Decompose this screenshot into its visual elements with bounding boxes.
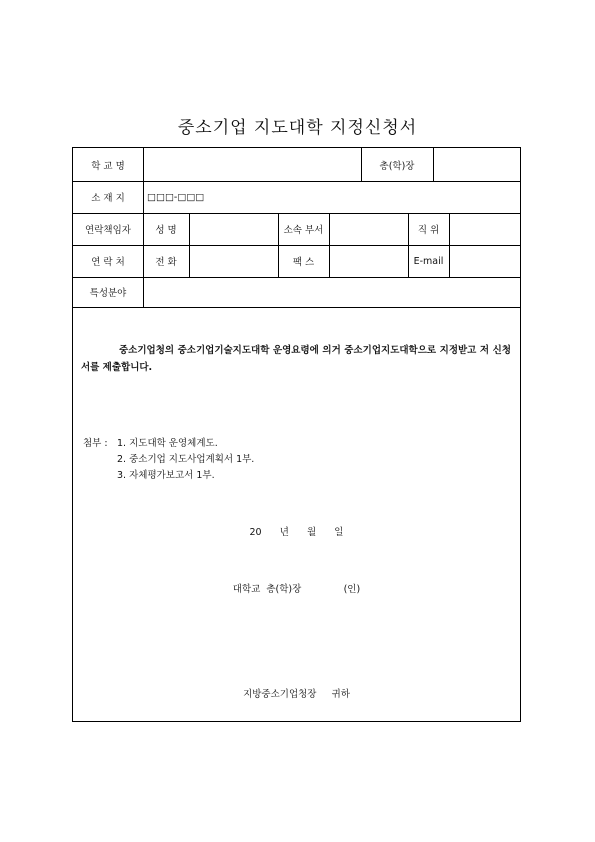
row-divider	[73, 307, 520, 308]
department-label: 소속 부서	[283, 225, 324, 236]
specialty-label: 특성분야	[89, 288, 127, 299]
postal-code-field[interactable]: □□□-□□□	[147, 191, 205, 203]
department-field[interactable]	[329, 213, 408, 245]
attachment-item: 2. 중소기업 지도사업계획서 1부.	[117, 454, 255, 465]
attachment-item: 1. 지도대학 운영체계도.	[117, 438, 218, 449]
fax-label: 팩 스	[292, 257, 315, 268]
email-field[interactable]	[449, 245, 520, 277]
president-label: 총(학)장	[379, 160, 415, 172]
school-name-label: 학 교 명	[91, 160, 125, 172]
email-label: E-mail	[413, 255, 444, 267]
attachments-prefix: 첨부 :	[83, 438, 108, 449]
fax-field[interactable]	[329, 245, 408, 277]
name-field[interactable]	[189, 213, 278, 245]
application-form	[72, 147, 521, 722]
president-field[interactable]	[433, 148, 520, 181]
signature-line: 대학교 총(학)장 (인)	[232, 584, 361, 595]
position-field[interactable]	[449, 213, 520, 245]
attachment-item: 3. 자체평가보고서 1부.	[117, 470, 215, 481]
contact-person-label: 연락책임자	[85, 225, 131, 236]
phone-field[interactable]	[189, 245, 278, 277]
recipient-line: 지방중소기업청장 귀하	[243, 689, 350, 700]
application-statement: 중소기업청의 중소기업기술지도대학 운영요령에 의거 중소기업지도대학으로 지정받고 저 신청서를 제출합니다.	[81, 345, 511, 373]
phone-label: 전 화	[155, 257, 177, 268]
specialty-field[interactable]	[143, 277, 520, 307]
location-label: 소 재 지	[91, 193, 125, 204]
date-line: 20 년 월 일	[249, 527, 344, 538]
document-title: 중소기업 지도대학 지정신청서	[177, 118, 418, 138]
contact-label: 연 락 처	[91, 257, 125, 268]
position-label: 직 위	[417, 225, 440, 236]
name-label: 성 명	[155, 225, 177, 236]
school-name-field[interactable]	[143, 148, 361, 181]
